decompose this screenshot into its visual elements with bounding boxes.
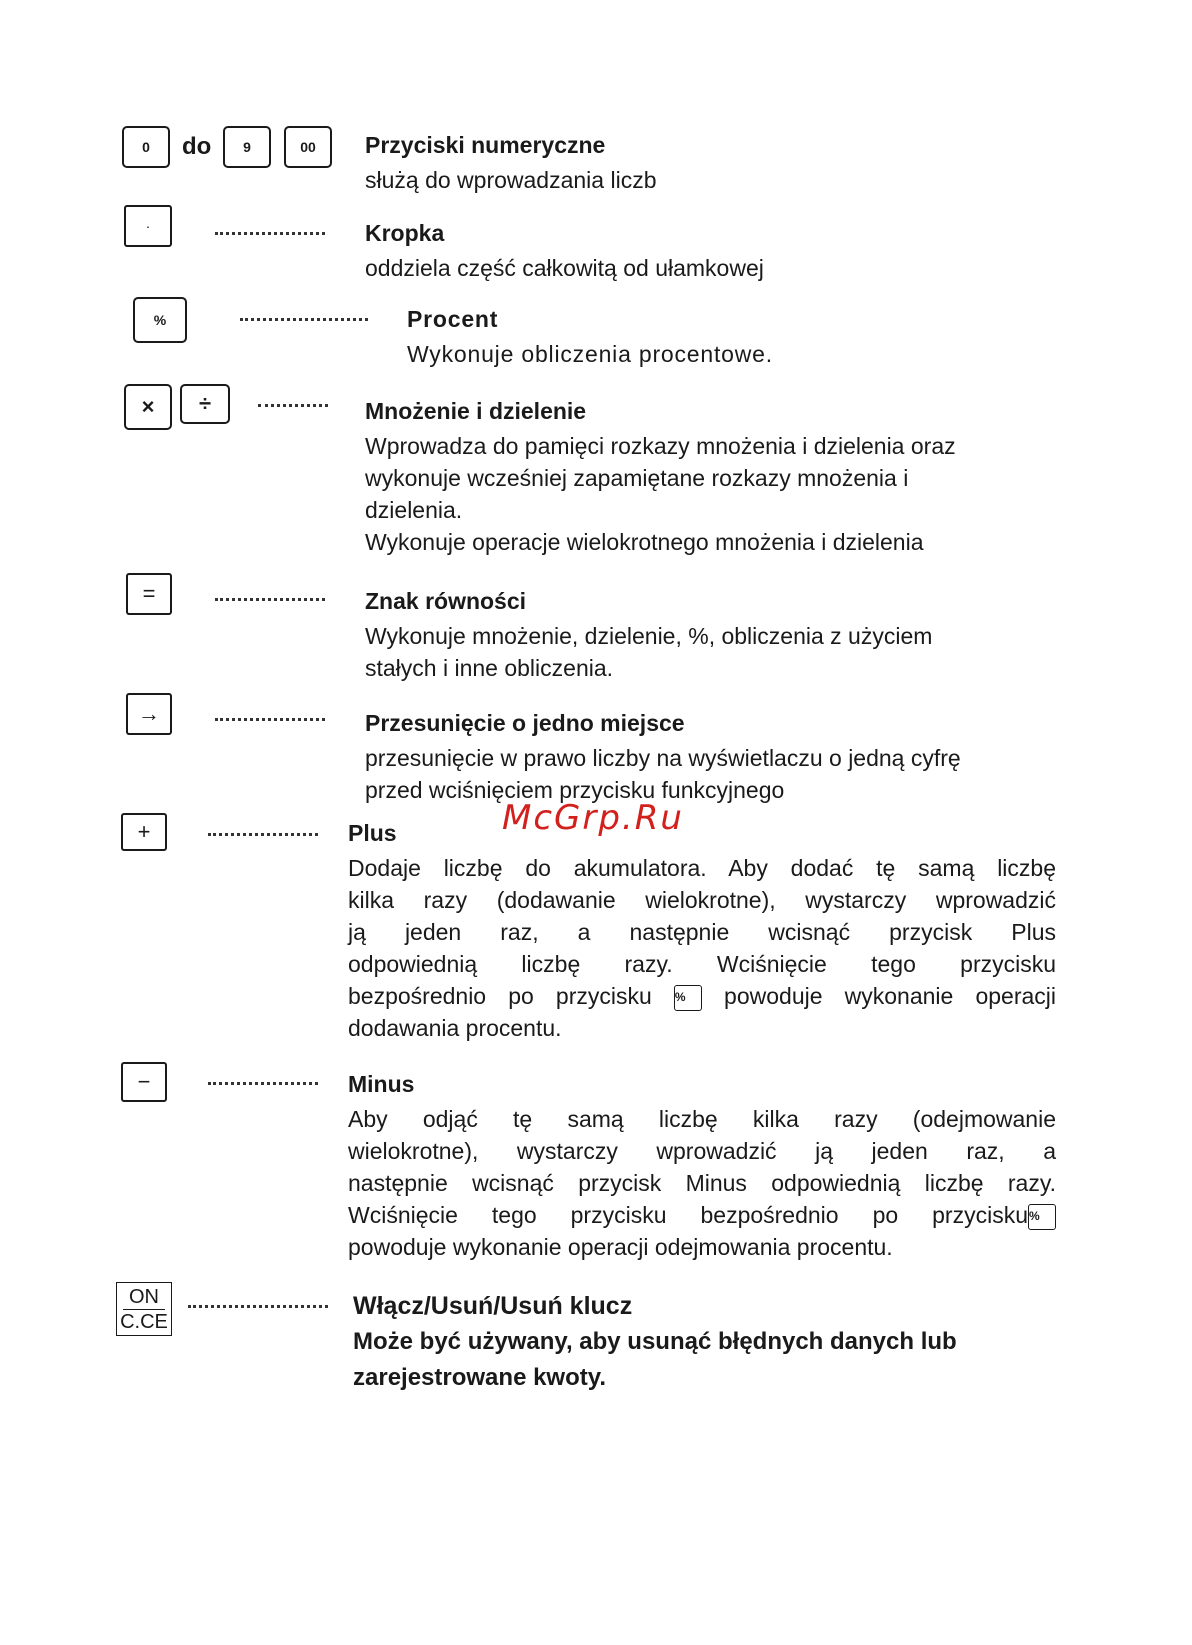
key-dot: · — [124, 205, 172, 247]
numeric-title: Przyciski numeryczne — [365, 132, 606, 158]
muldiv-line: Wykonuje operacje wielokrotnego mnożenia i dzielenia — [365, 529, 924, 555]
plus-line: kilka razy (dodawanie wielokrotne), wystarczy wprowadzić — [348, 887, 1056, 913]
key-minus: − — [121, 1062, 167, 1102]
oncce-desc — [353, 1324, 1073, 1396]
word-do: do — [182, 133, 212, 160]
key-shift: → — [126, 693, 172, 735]
plus-line-with-key — [348, 980, 1056, 1012]
key-divide: ÷ — [180, 384, 230, 424]
key-multiply: × — [124, 384, 172, 430]
minus-line-part: Wciśnięcie tego przycisku bezpośrednio po przycisku — [348, 1202, 1028, 1228]
dotted-leader — [258, 404, 328, 407]
inline-percent-key: % — [674, 985, 702, 1011]
key-equals: = — [126, 573, 172, 615]
minus-title: Minus — [348, 1071, 415, 1097]
shift-title: Przesunięcie o jedno miejsce — [365, 710, 685, 736]
minus-desc — [348, 1103, 1056, 1263]
muldiv-line: dzielenia. — [365, 497, 463, 523]
muldiv-desc — [365, 430, 1085, 558]
minus-line: następnie wcisnąć przycisk Minus odpowiednią liczbę razy. — [348, 1170, 1056, 1196]
minus-line: Aby odjąć tę samą liczbę kilka razy (odejmowanie — [348, 1106, 1056, 1132]
muldiv-line: wykonuje wcześniej zapamiętane rozkazy mnożenia i — [365, 465, 909, 491]
shift-line: przed wciśnięciem przycisku funkcyjnego — [365, 777, 785, 803]
muldiv-title: Mnożenie i dzielenie — [365, 398, 587, 424]
dotted-leader — [215, 598, 325, 601]
key-on-cce — [116, 1282, 172, 1336]
dot-desc: oddziela część całkowitą od ułamkowej — [365, 255, 764, 281]
equals-title: Znak równości — [365, 588, 527, 614]
plus-title: Plus — [348, 820, 397, 846]
equals-desc — [365, 620, 1085, 684]
percent-title: Procent — [407, 306, 499, 332]
key-00: 00 — [284, 126, 332, 168]
key-0: 0 — [122, 126, 170, 168]
key-percent: % — [133, 297, 187, 343]
plus-line: ją jeden raz, a następnie wcisnąć przycisk Plus — [348, 919, 1056, 945]
minus-line: wielokrotne), wystarczy wprowadzić ją jeden raz, a — [348, 1138, 1056, 1164]
muldiv-line: Wprowadza do pamięci rozkazy mnożenia i dzielenia oraz — [365, 433, 956, 459]
dot-title: Kropka — [365, 220, 445, 246]
equals-line: Wykonuje mnożenie, dzielenie, %, obliczenia z użyciem — [365, 623, 933, 649]
key-plus: + — [121, 813, 167, 851]
plus-line: dodawania procentu. — [348, 1015, 562, 1041]
dotted-leader — [188, 1305, 328, 1308]
dotted-leader — [215, 232, 325, 235]
shift-desc — [365, 742, 1085, 806]
equals-line: stałych i inne obliczenia. — [365, 655, 614, 681]
dotted-leader — [215, 718, 325, 721]
plus-desc — [348, 852, 1056, 1044]
dotted-leader — [240, 318, 368, 321]
minus-line-with-key — [348, 1199, 1056, 1231]
watermark: McGrp.Ru — [502, 798, 684, 838]
dotted-leader — [208, 833, 318, 836]
percent-desc: Wykonuje obliczenia procentowe. — [407, 341, 773, 367]
oncce-line: zarejestrowane kwoty. — [353, 1364, 606, 1391]
shift-line: przesunięcie w prawo liczby na wyświetlaczu o jedną cyfrę — [365, 745, 961, 771]
inline-percent-key: % — [1028, 1204, 1056, 1230]
plus-line: Dodaje liczbę do akumulatora. Aby dodać tę samą liczbę — [348, 855, 1056, 881]
plus-line: odpowiednią liczbę razy. Wciśnięcie tego przycisku — [348, 951, 1056, 977]
oncce-title: Włącz/Usuń/Usuń klucz — [353, 1292, 633, 1320]
dotted-leader — [208, 1082, 318, 1085]
key-cce-label: C.CE — [120, 1310, 168, 1333]
plus-line-part: bezpośrednio po przycisku — [348, 983, 652, 1009]
numeric-desc: służą do wprowadzania liczb — [365, 167, 657, 193]
oncce-line: Może być używany, aby usunąć błędnych danych lub — [353, 1328, 957, 1355]
key-9: 9 — [223, 126, 271, 168]
minus-line: powoduje wykonanie operacji odejmowania procentu. — [348, 1234, 893, 1260]
plus-line-part: powoduje wykonanie operacji — [724, 983, 1056, 1009]
key-on-label: ON — [123, 1285, 165, 1310]
